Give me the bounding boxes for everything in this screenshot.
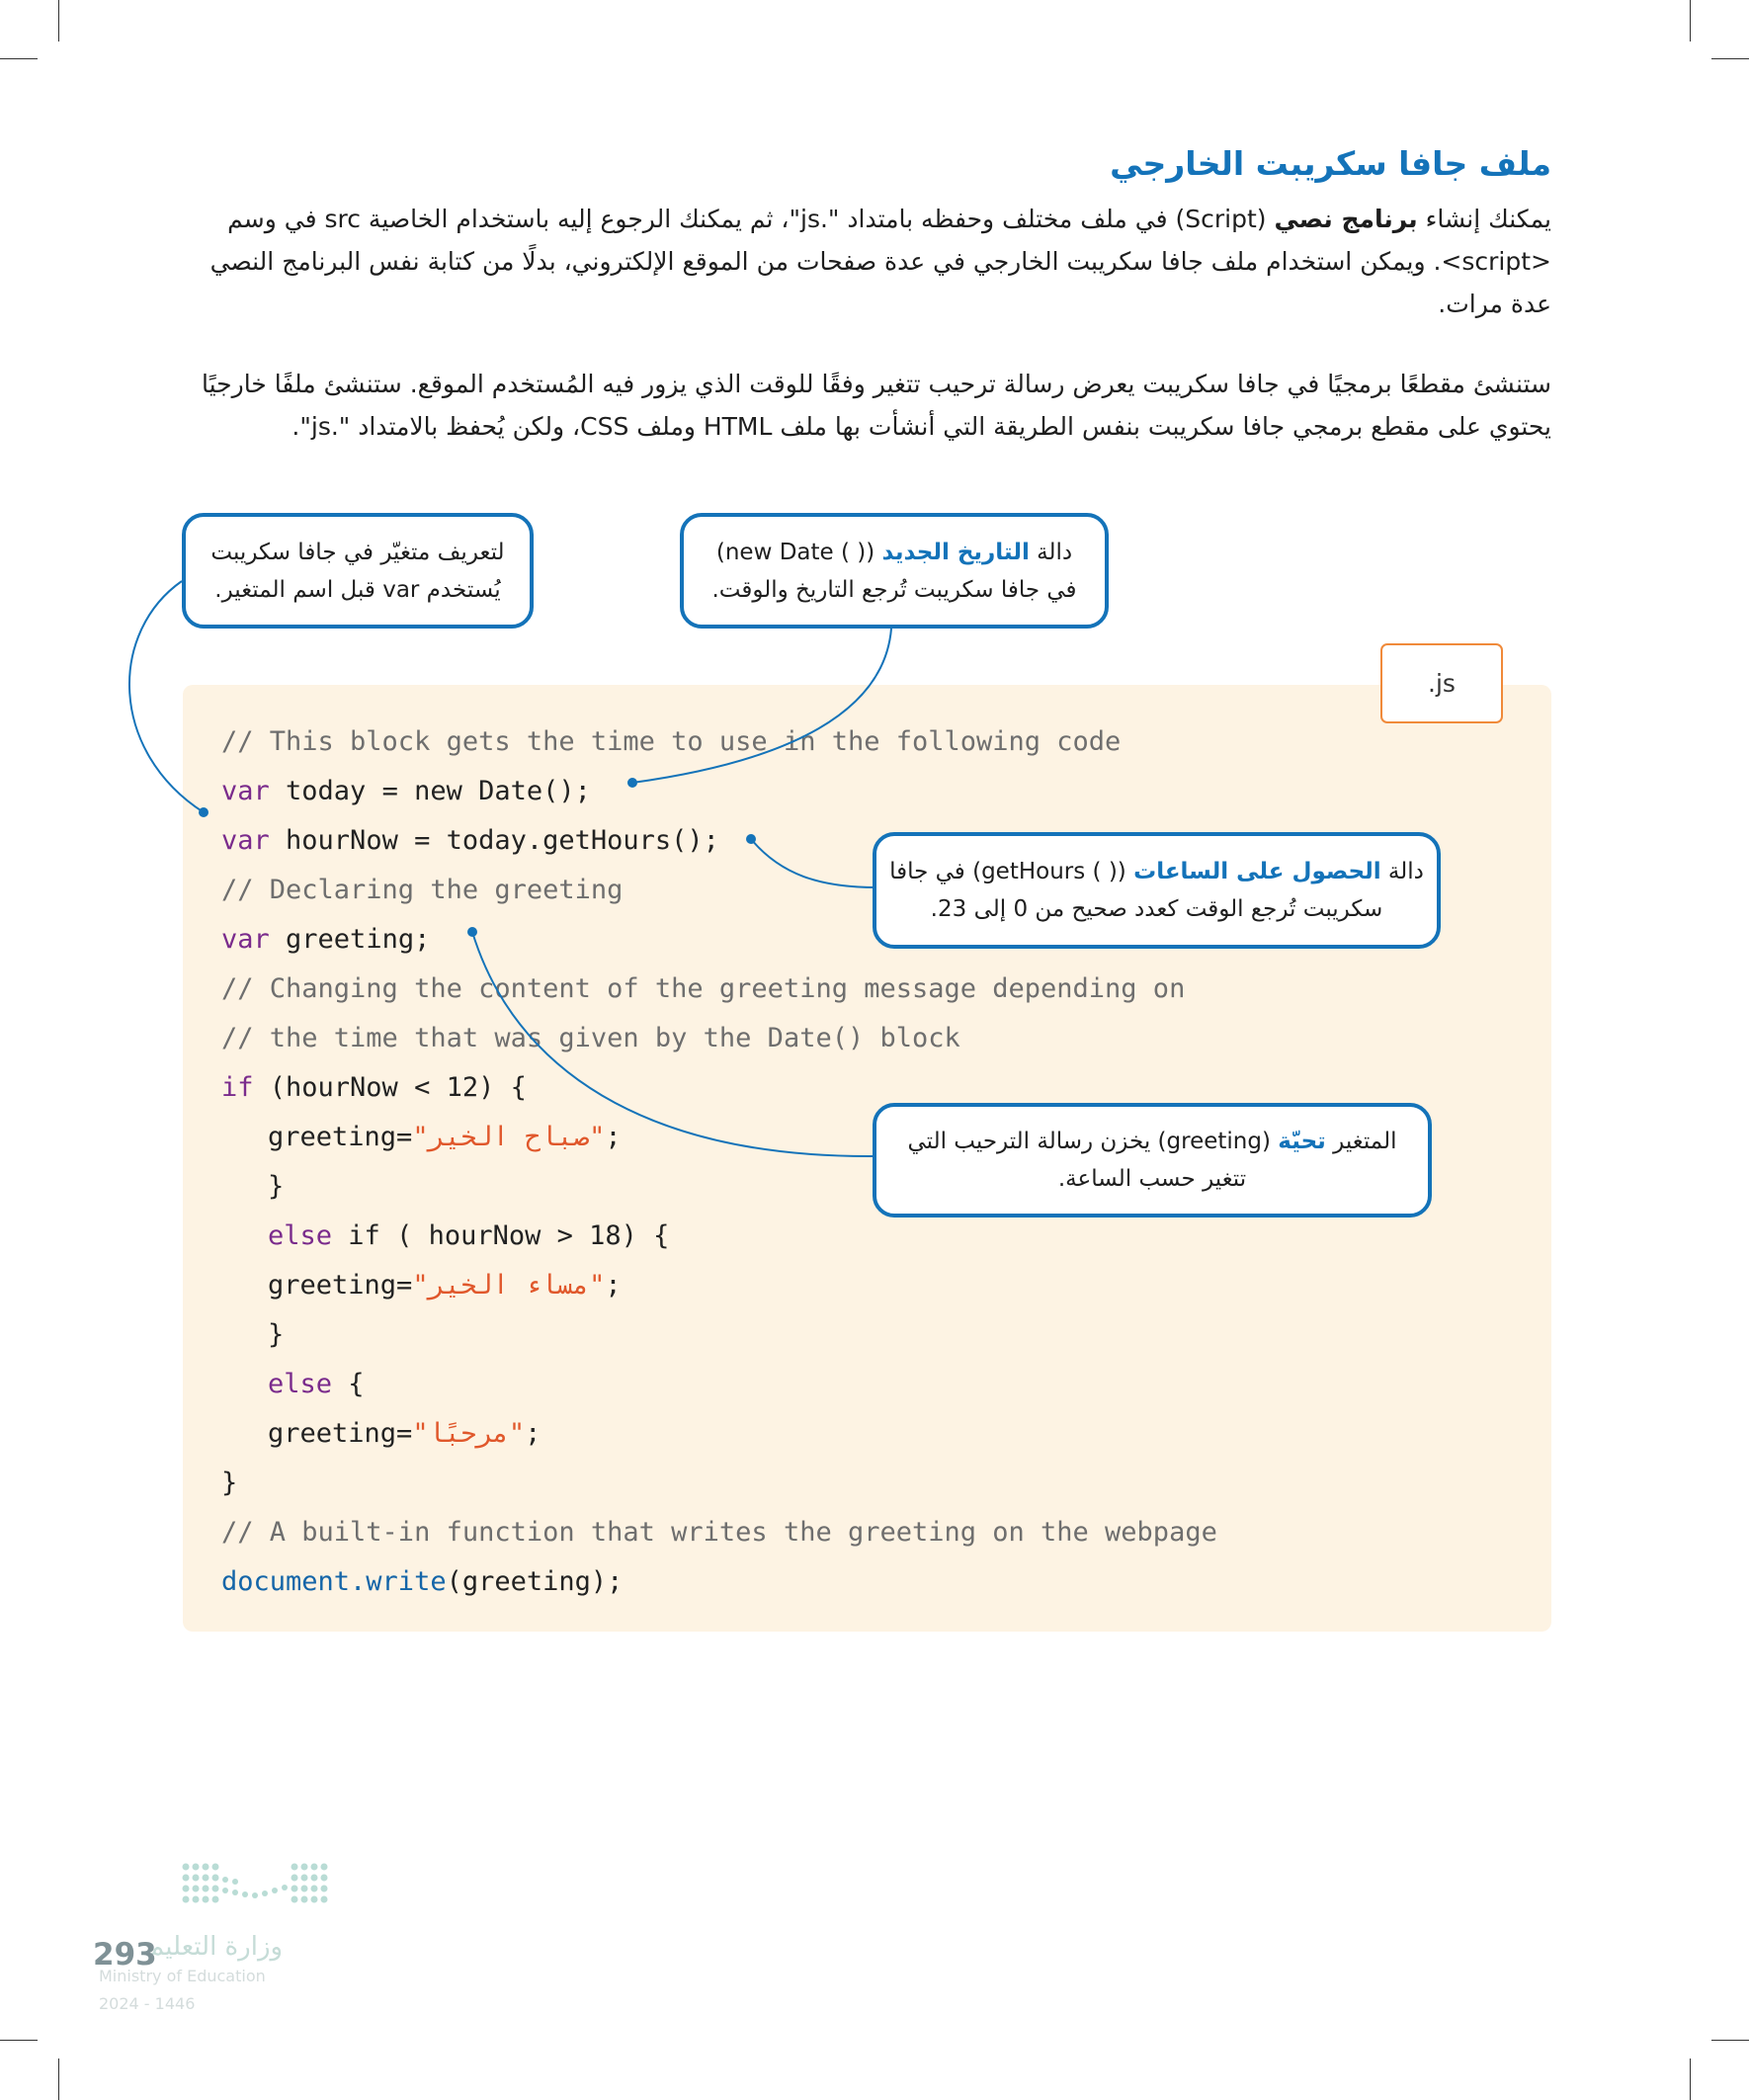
code-text: ;	[605, 1270, 622, 1301]
callout-text-part: دالة	[1380, 859, 1424, 884]
code-text: ;	[525, 1418, 541, 1449]
code-comment: // Changing the content of the greeting message depending on	[221, 973, 1186, 1004]
callout-text	[876, 1123, 1428, 1160]
callout-text	[684, 534, 1105, 571]
section-title: ملف جافا سكريبت الخارجي	[1110, 144, 1551, 183]
code-comment: // the time that was given by the Date() block	[221, 1023, 960, 1053]
code-text: greeting=	[268, 1418, 413, 1449]
code-keyword-if: if	[332, 1220, 380, 1251]
task-text: يحتوي على مقطع برمجي جافا سكريبت بنفس الطريقة التي أنشأت بها ملف HTML وملف CSS، ولكن يُحفظ بالامتداد ".js".	[292, 412, 1551, 441]
code-comment: // This block gets the time to use in the following code	[221, 726, 1122, 757]
leader-dot	[199, 807, 208, 817]
leader-dot	[746, 834, 756, 844]
intro-text: (Script) في ملف مختلف وحفظه بامتداد ".js"، ثم يمكنك الرجوع إليه باستخدام الخاصية src في وسم	[227, 205, 1275, 233]
code-text: greeting;	[269, 924, 431, 955]
callout-text-part: (( ) new Date)	[715, 539, 882, 565]
leader-hours	[751, 839, 876, 887]
edition-year: 2024 - 1446	[99, 1994, 196, 2013]
leader-greeting	[472, 932, 876, 1156]
task-text: ستنشئ مقطعًا برمجيًا في جافا سكريبت يعرض رسالة ترحيب تتغير وفقًا للوقت الذي يزور فيه المُستخدم الموقع. ستنشئ ملفًا خارجيًا	[202, 370, 1551, 398]
callout-term: الحصول على الساعات	[1133, 859, 1381, 884]
code-text: (hourNow < 12) {	[253, 1072, 527, 1103]
callout-greeting	[873, 1103, 1432, 1218]
code-text: today = new Date();	[269, 776, 591, 806]
callout-text	[876, 853, 1437, 890]
code-brace: }	[268, 1319, 285, 1350]
page-number: 293	[93, 1937, 157, 1973]
code-comment: // A built-in function that writes the greeting on the webpage	[221, 1517, 1217, 1548]
code-comment: // Declaring the greeting	[221, 875, 624, 905]
callout-text: سكريبت تُرجع الوقت كعدد صحيح من 0 إلى 23.	[930, 896, 1383, 922]
code-keyword: var	[221, 924, 270, 955]
code-keyword: var	[221, 825, 270, 856]
callout-term: تحيّة	[1278, 1129, 1326, 1154]
code-string: "مرحبًا"	[412, 1418, 526, 1449]
intro-bold-term: برنامج نصي	[1274, 205, 1418, 233]
callout-get-hours	[873, 832, 1441, 949]
code-keyword: if	[221, 1072, 254, 1103]
callout-text-part: (greeting) يخزن رسالة الترحيب التي	[907, 1129, 1279, 1154]
code-text: greeting=	[268, 1122, 413, 1152]
code-function: document.write	[221, 1566, 447, 1597]
file-extension-tab: .js	[1380, 643, 1503, 723]
callout-term: التاريخ الجديد	[881, 539, 1030, 565]
callout-text-part: (( ) getHours) في جافا	[889, 859, 1134, 884]
intro-text: عدة مرات.	[1438, 290, 1551, 318]
leader-dot	[467, 927, 477, 937]
code-text: (greeting);	[446, 1566, 624, 1597]
callout-text: لتعريف متغيّر في جافا سكريبت	[210, 539, 505, 565]
code-text: hourNow = today.getHours();	[269, 825, 719, 856]
code-text: ;	[605, 1122, 622, 1152]
intro-text: يمكنك إنشاء	[1417, 205, 1551, 233]
ministry-name-en: Ministry of Education	[99, 1967, 266, 1985]
intro-text: <script>. ويمكن استخدام ملف جافا سكريبت الخارجي في عدة صفحات من الموقع الإلكتروني، بدلًا من كتابة نفس البرنامج النصي	[209, 247, 1551, 276]
code-text: ( hourNow > 18) {	[379, 1220, 670, 1251]
callout-text: تتغير حسب الساعة.	[1057, 1166, 1247, 1192]
leader-dot	[627, 778, 637, 788]
callout-var	[182, 513, 534, 629]
callout-text: يُستخدم var قبل اسم المتغير.	[214, 576, 501, 603]
code-text: {	[332, 1369, 365, 1399]
leader-date	[632, 629, 891, 783]
code-string: "مساء الخير"	[412, 1270, 606, 1301]
callout-text-part: المتغير	[1325, 1129, 1397, 1154]
callout-text-part: دالة	[1029, 539, 1073, 565]
code-string: "صباح الخير"	[412, 1122, 606, 1152]
code-brace: }	[268, 1171, 285, 1202]
ministry-logo-icon	[99, 1858, 356, 1937]
callout-new-date	[680, 513, 1109, 629]
code-keyword: else	[268, 1369, 333, 1399]
ministry-name-ar: وزارة التعليم	[148, 1932, 284, 1962]
code-text: greeting=	[268, 1270, 413, 1301]
code-keyword: else	[268, 1220, 333, 1251]
code-keyword: var	[221, 776, 270, 806]
code-brace: }	[221, 1468, 238, 1498]
callout-text: في جافا سكريبت تُرجع التاريخ والوقت.	[711, 576, 1077, 603]
